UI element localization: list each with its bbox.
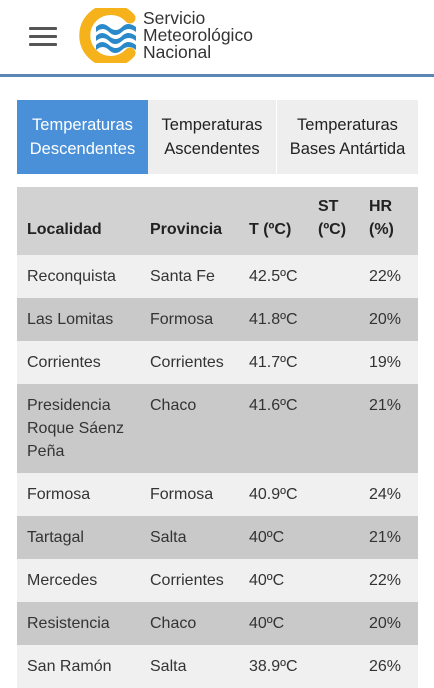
header-humedad-relativa: [359, 187, 418, 255]
cell-sensacion-termica: [308, 298, 359, 341]
cell-humedad: 20%: [359, 602, 418, 645]
brand-name[interactable]: [143, 10, 253, 61]
cell-localidad: Las Lomitas: [17, 298, 140, 341]
cell-humedad: 20%: [359, 298, 418, 341]
cell-provincia: Chaco: [140, 602, 239, 645]
cell-sensacion-termica: [308, 341, 359, 384]
cell-sensacion-termica: [308, 473, 359, 516]
tab-temperaturas-ascendentes[interactable]: [148, 100, 277, 174]
tab-label-line2: Descendentes: [29, 140, 136, 158]
cell-provincia: Salta: [140, 645, 239, 688]
cell-provincia: Corrientes: [140, 341, 239, 384]
cell-provincia: Santa Fe: [140, 255, 239, 298]
header-temperatura: T (ºC): [239, 187, 308, 255]
brand-line-3: Nacional: [143, 42, 212, 62]
cell-temperatura: 41.6ºC: [239, 384, 308, 473]
cell-sensacion-termica: [308, 559, 359, 602]
cell-temperatura: 40ºC: [239, 516, 308, 559]
table-row: [17, 602, 418, 645]
cell-provincia: Formosa: [140, 473, 239, 516]
cell-sensacion-termica: [308, 602, 359, 645]
cell-sensacion-termica: [308, 384, 359, 473]
cell-temperatura: 40ºC: [239, 559, 308, 602]
temperature-table: [17, 187, 418, 688]
cell-humedad: 24%: [359, 473, 418, 516]
cell-sensacion-termica: [308, 255, 359, 298]
header-st-line1: ST: [318, 198, 339, 215]
tab-label-line2: Ascendentes: [164, 140, 260, 158]
smn-logo[interactable]: [78, 8, 140, 63]
table-row: [17, 341, 418, 384]
cell-temperatura: 40ºC: [239, 602, 308, 645]
table-row: [17, 384, 418, 473]
cell-humedad: 26%: [359, 645, 418, 688]
table-row: [17, 298, 418, 341]
cell-humedad: 22%: [359, 255, 418, 298]
cell-humedad: 21%: [359, 516, 418, 559]
cell-provincia: Corrientes: [140, 559, 239, 602]
tab-label-line1: Temperaturas: [297, 116, 398, 134]
cell-localidad: Resistencia: [17, 602, 140, 645]
table-row: [17, 559, 418, 602]
table-row: [17, 645, 418, 688]
header-localidad: Localidad: [17, 187, 140, 255]
header-hr-line1: HR: [369, 198, 393, 215]
cell-temperatura: 40.9ºC: [239, 473, 308, 516]
cell-provincia: Formosa: [140, 298, 239, 341]
header-st-line2: (ºC): [318, 221, 347, 238]
cell-temperatura: 38.9ºC: [239, 645, 308, 688]
tab-label-line1: Temperaturas: [161, 116, 263, 134]
site-header: [0, 0, 434, 77]
cell-humedad: 21%: [359, 384, 418, 473]
cell-provincia: Salta: [140, 516, 239, 559]
header-provincia: Provincia: [140, 187, 239, 255]
cell-temperatura: 41.8ºC: [239, 298, 308, 341]
tab-temperaturas-descendentes[interactable]: [17, 100, 148, 174]
tab-label-line1: Temperaturas: [32, 116, 133, 134]
cell-localidad: San Ramón: [17, 645, 140, 688]
brand-line-1: Servicio: [143, 8, 206, 28]
table-header-row: [17, 187, 418, 255]
table-row: [17, 255, 418, 298]
cell-provincia: Chaco: [140, 384, 239, 473]
tab-label-line2: Bases Antártida: [289, 140, 406, 158]
cell-localidad: Formosa: [17, 473, 140, 516]
brand-line-2: Meteorológico: [143, 25, 253, 45]
header-hr-line2: (%): [369, 221, 394, 238]
cell-localidad: Reconquista: [17, 255, 140, 298]
table-row: [17, 473, 418, 516]
cell-localidad: Mercedes: [17, 559, 140, 602]
cell-temperatura: 42.5ºC: [239, 255, 308, 298]
cell-localidad: Tartagal: [17, 516, 140, 559]
cell-humedad: 19%: [359, 341, 418, 384]
cell-humedad: 22%: [359, 559, 418, 602]
cell-sensacion-termica: [308, 516, 359, 559]
tab-temperaturas-bases-antartida[interactable]: [277, 100, 418, 174]
temperature-tabs: [17, 100, 418, 174]
cell-sensacion-termica: [308, 645, 359, 688]
header-sensacion-termica: [308, 187, 359, 255]
cell-temperatura: 41.7ºC: [239, 341, 308, 384]
temperature-table-container: [17, 187, 418, 688]
cell-localidad: Corrientes: [17, 341, 140, 384]
hamburger-menu-icon[interactable]: [29, 25, 57, 47]
cell-localidad: Presidencia Roque Sáenz Peña: [17, 384, 140, 473]
table-row: [17, 516, 418, 559]
